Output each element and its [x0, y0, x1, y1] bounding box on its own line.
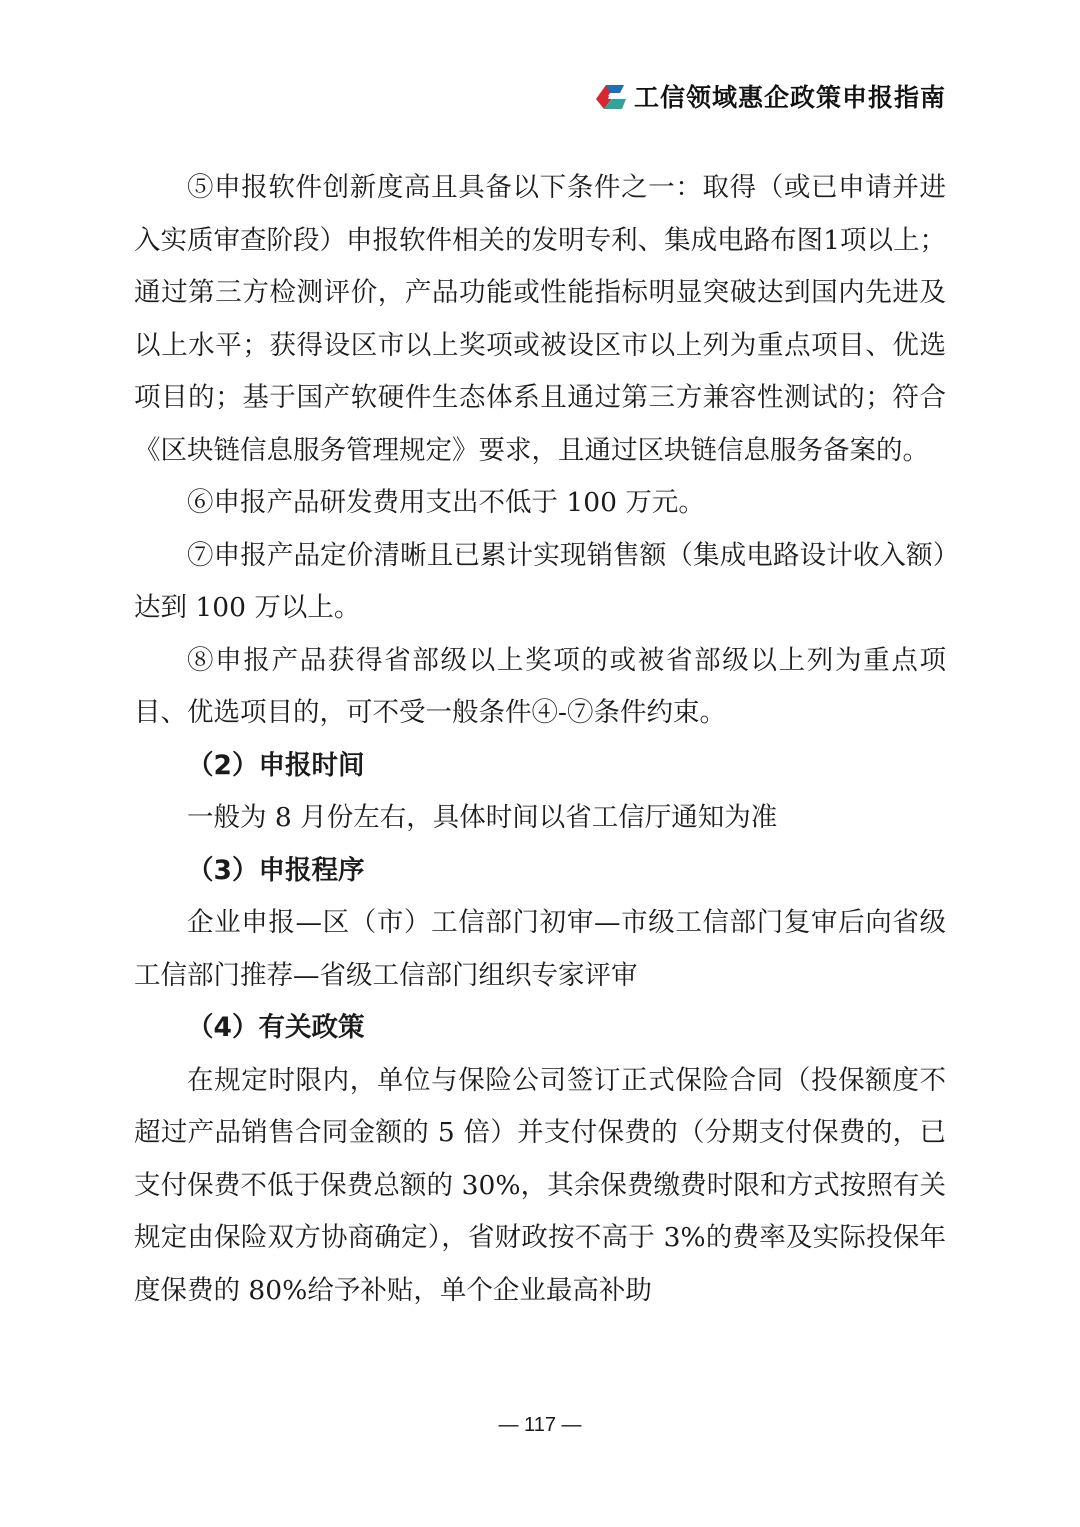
tri-color-arrow-logo-icon [594, 79, 628, 113]
header-title: 工信领域惠企政策申报指南 [633, 83, 946, 112]
paragraph-condition-5: ⑤申报软件创新度高且具备以下条件之一：取得（或已申请并进入实质审查阶段）申报软件相关的发明专利、集成电路布图1项以上；通过第三方检测评价，产品功能或性能指标明显突破达到国内先进及以上水平；获得设区市以上奖项或被设区市以上列为重点项目、优选项目的；基于国产软硬件生态体系且通过第三方兼容性测试的；符合《区块链信息服务管理规定》要求，且通过区块链信息服务备案的。 [134, 172, 946, 466]
section-heading-application-time: （2）申报时间 [187, 749, 365, 781]
paragraph-condition-6: ⑥申报产品研发费用支出不低于 100 万元。 [187, 487, 705, 518]
document-body [134, 162, 946, 1317]
page-number: — 117 — [498, 1414, 582, 1436]
paragraph-application-time: 一般为 8 月份左右，具体时间以省工信厅通知为准 [187, 802, 778, 833]
paragraph-condition-7: ⑦申报产品定价清晰且已累计实现销售额（集成电路设计收入额）达到 100 万以上。 [134, 539, 946, 623]
section-heading-application-procedure: （3）申报程序 [187, 854, 365, 886]
section-heading-related-policy: （4）有关政策 [187, 1012, 365, 1043]
page-header [594, 72, 946, 120]
paragraph-related-policy: 在规定时限内，单位与保险公司签订正式保险合同（投保额度不超过产品销售合同金额的 5 倍）并支付保费的（分期支付保费的，已支付保费不低于保费总额的 30%，其余保费缴费时限和方式按照有关规定由保险双方协商确定），省财政按不高于 3%的费率及实际投保年度保费的 80%给予补贴，单个企业最高补助 [134, 1064, 946, 1306]
paragraph-condition-8: ⑧申报产品获得省部级以上奖项的或被省部级以上列为重点项目、优选项目的，可不受一般条件④-⑦条件约束。 [134, 644, 946, 728]
paragraph-application-procedure: 企业申报—区（市）工信部门初审—市级工信部门复审后向省级工信部门推荐—省级工信部门组织专家评审 [134, 907, 946, 991]
